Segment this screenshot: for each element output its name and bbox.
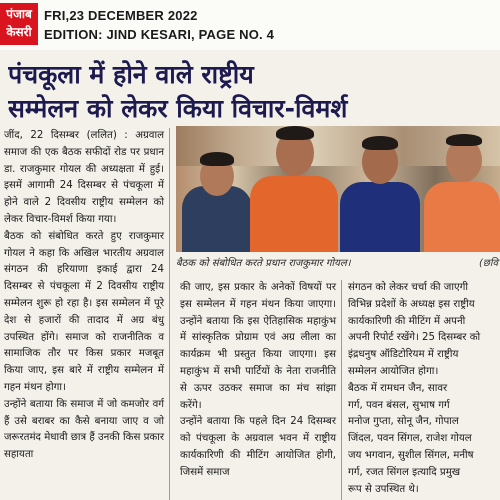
photo-person-4 [420,134,500,252]
article-line: अपनी रिपोर्ट रखेंगे। 25 दिसम्बर को [348,332,481,344]
article-line: गर्ग, रजत सिंगल इत्यादि प्रमुख [348,466,461,478]
photo-person-2 [246,126,342,252]
article-paragraph: उन्होंने बताया कि पहले दिन 24 दिसम्बर को पंचकूला के अग्रवाल भवन में राष्ट्रीय कार्यकारिणी की मीटिंग आयोजित होगी, जिसमें समाज [180,416,336,478]
article-paragraph: बैठक को संबोधित करते हुए राजकुमार गोयल ने कहा कि अखिल भारतीय अग्रवाल संगठन की हरियाणा इकाई द्वारा 24 दिसम्बर से पंचकूला में 2 दिवसीय राष्ट्रीय सम्मेलन शुरू हो रहा है। इस सम्मेलन में पूरे देश से हजारों की तादाद में अग्र बंधु उपस्थित होंगे। समाज को राजनीतिक व सामाजिक तौर पर किस प्रकार मजबूत किया जाए, इस बारे में राष्ट्रीय सम्मेलन में गहन मंथन होगा। [4,230,164,393]
photo-person-3 [338,132,422,252]
logo-line-2: केसरी [6,25,32,39]
headline-line-1: पंचकूला में होने वाले राष्ट्रीय [8,60,254,89]
article-line: मनोज गुप्ता, सोनू जैन, गोपाल [348,416,459,428]
article-line: गर्ग, पवन बंसल, सुभाष गर्ग [348,399,450,411]
column-divider [169,128,170,500]
article-column-1 [4,128,164,464]
photo-person-1 [178,142,254,252]
photo-caption [176,254,500,276]
logo-line-1: पंजाब [6,7,32,21]
article-line: कार्यकारिणी की मीटिंग में अपनी [348,315,466,327]
photo-credit: (छवि [478,258,498,269]
article-line: विभिन्न प्रदेशों के अध्यक्ष इस राष्ट्रीय [348,298,475,310]
article-line: जिंदल, पवन सिंगल, राजेश गोयल [348,433,472,445]
column-divider [341,280,342,500]
page-header [0,0,500,50]
article-line: इंद्रधनुष ऑडिटोरियम में राष्ट्रीय [348,349,459,361]
article-column-2 [180,280,336,482]
article-line: जय भगवान, सुशील सिंगल, मनीष [348,449,474,461]
article-line: रूप से उपस्थित थे। [348,483,419,495]
article-line: सम्मेलन आयोजित होगा। [348,365,439,377]
headline-line-2: सम्मेलन को लेकर किया विचार-विमर्श [8,94,348,123]
article-line: संगठन को लेकर चर्चा की जाएगी [348,282,468,293]
article-column-3 [348,280,500,498]
article-paragraph: की जाए, इस प्रकार के अनेकों विषयों पर इस सम्मेलन में गहन मंथन किया जाएगा। उन्होंने बताया कि इस ऐतिहासिक महाकुंभ में सांस्कृतिक प्रोग्राम एवं अग्र लीला का कार्यक्रम भी प्रस्तुत किया जाएगा। इस महाकुंभ में सभी पार्टियों के नेता राजनीति से ऊपर उठकर समाज का मंच सांझा करेंगे। [180,282,336,411]
article-paragraph: जींद, 22 दिसम्बर (ललित) : अग्रवाल समाज की एक बैठक सफीदों रोड पर प्रधान डा. राजकुमार गोयल की अध्यक्षता में हुई। इसमें आगामी 24 दिसम्बर से पंचकूला में होने वाले 2 दिवसीय राष्ट्रीय सम्मेलन को लेकर विचार-विमर्श किया गया। [4,130,164,225]
article-paragraph: उन्होंने बताया कि समाज में जो कमजोर वर्ग हैं उसे बराबर का कैसे बनाया जाए व जो जरूरतमंद मेधावी छात्र हैं उनकी किस प्रकार सहायता [4,398,164,461]
edition-info: EDITION: JIND KESARI, PAGE NO. 4 [44,27,275,42]
newspaper-logo [0,3,38,45]
article-line: बैठक में रामधन जैन, सावर [348,382,448,394]
publication-date: FRI,23 DECEMBER 2022 [44,8,198,23]
news-photo [176,126,500,252]
photo-caption-text: बैठक को संबोधित करते प्रधान राजकुमार गोयल। [176,258,351,269]
